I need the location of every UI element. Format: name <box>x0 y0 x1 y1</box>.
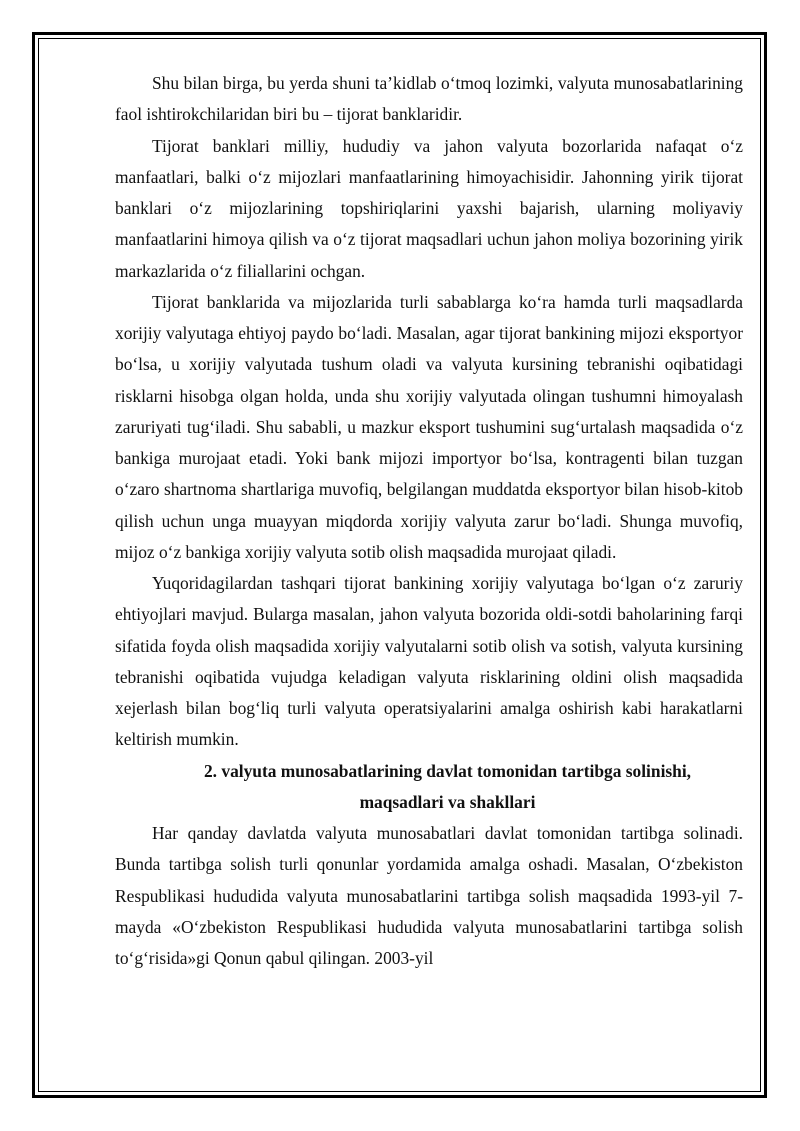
paragraph-5: Har qanday davlatda valyuta munosabatlari davlat tomonidan tartibga solinadi. Bunda tartibga solish turli qonunlar yordamida amalga oshadi. Masalan, O‘zbekiston Respublikasi hududida valyuta munosabatlarini tartibga solish maqsadida 1993-yil 7-mayda «O‘zbekiston Respublikasi hududida valyuta munosabatlarini tartibga solish to‘g‘risida»gi Qonun qabul qilingan. 2003-yil <box>115 823 743 968</box>
section-heading-line-2: maqsadlari va shakllari <box>359 791 536 812</box>
paragraph-4: Yuqoridagilardan tashqari tijorat bankining xorijiy valyutaga bo‘lgan o‘z zaruriy ehtiyojlari mavjud. Bularga masalan, jahon valyuta bozorida oldi-sotdi baholarining farqi sifatida foyda olish maqsadida xorijiy valyutalarni sotib olish va sotish, valyuta kursining tebranishi oqibatida vujudga keladigan valyuta risklarining oldini olish maqsadida xejerlash bilan bog‘liq turli valyuta operatsiyalarini amalga oshirish kabi harakatlarni keltirish mumkin. <box>115 573 743 750</box>
section-heading <box>115 756 743 819</box>
section-heading-line-1: 2. valyuta munosabatlarining davlat tomonidan tartibga solinishi, <box>203 760 692 781</box>
paragraph-3: Tijorat banklarida va mijozlarida turli sabablarga ko‘ra hamda turli maqsadlarda xorijiy valyutaga ehtiyoj paydo bo‘ladi. Masalan, agar tijorat bankining mijozi eksportyor bo‘lsa, u xorijiy valyutada tushum oladi va valyuta kursining tebranishi oqibatidagi risklarni hisobga olgan holda, unda shu xorijiy valyutada olingan tushumni himoyalash zaruriyati tug‘iladi. Shu sababli, u mazkur eksport tushumini sug‘urtalash maqsadida o‘z bankiga murojaat etadi. Yoki bank mijozi importyor bo‘lsa, kontragenti bilan tuzgan o‘zaro shartnoma shartlariga muvofiq, belgilangan muddatda eksportyor bilan hisob-kitob qilish uchun unga muayyan miqdorda xorijiy valyuta zarur bo‘ladi. Shunga muvofiq, mijoz o‘z bankiga xorijiy valyuta sotib olish maqsadida murojaat qiladi. <box>115 291 743 562</box>
paragraph-1: Shu bilan birga, bu yerda shuni ta’kidlab o‘tmoq lozimki, valyuta munosabatlarining faol ishtirokchilaridan biri bu – tijorat banklaridir. <box>115 73 743 125</box>
paragraph-2: Tijorat banklari milliy, hududiy va jahon valyuta bozorlarida nafaqat o‘z manfaatlari, balki o‘z mijozlari manfaatlarining himoyachisidir. Jahonning yirik tijorat banklari o‘z mijozlarining topshiriqlarini yaxshi bajarish, ularning moliyaviy manfaatlarini himoya qilish va o‘z tijorat maqsadlari uchun jahon moliya bozorining yirik markazlarida o‘z filiallarini ochgan. <box>115 135 743 281</box>
document-body <box>115 68 743 974</box>
